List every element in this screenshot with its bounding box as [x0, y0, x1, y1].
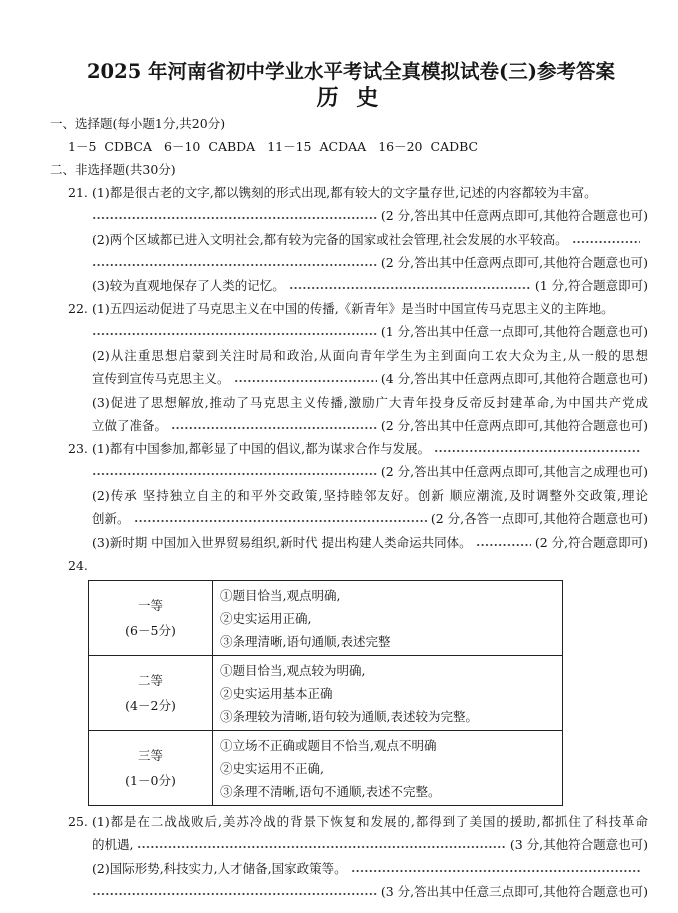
dot-leader	[137, 835, 505, 855]
question-number-25: 25.	[68, 814, 88, 829]
dot-leader	[92, 206, 377, 226]
score-note: (1 分,符合题意即可)	[534, 278, 648, 293]
criterion: ②史实运用基本正确	[220, 685, 333, 701]
answer-range: 16－20	[378, 139, 423, 154]
table-row	[89, 581, 562, 655]
grade-cell	[89, 656, 213, 730]
q22-p2-line1: (2)从注重思想启蒙到关注时局和政治,从面向青年学生为主到面向工农大众为主,从一般的思想	[92, 348, 648, 363]
question-number-22: 22.	[68, 301, 88, 316]
q21-p1-line	[92, 183, 648, 203]
grade-cell	[89, 581, 213, 655]
q22-p1-score-row	[92, 322, 648, 342]
answer-key: CADBC	[430, 139, 479, 154]
grade-cell	[89, 731, 213, 805]
criterion: ①题目恰当,观点较为明确,	[220, 662, 366, 678]
grade-label: 三等	[137, 748, 163, 763]
q21-p2-score-row	[92, 253, 648, 273]
q25-p1-line1: (1)都是在二战战败后,美苏冷战的背景下恢复和发展的,都得到了美国的援助,都抓住了科技革命	[92, 814, 648, 829]
question-number-24: 24.	[68, 558, 88, 573]
criterion: ①题目恰当,观点明确,	[220, 587, 341, 603]
q23-p1-line	[92, 439, 648, 459]
answer-range: 11－15	[267, 139, 312, 154]
answer-key: CDBCA	[104, 139, 153, 154]
table-row	[89, 655, 562, 730]
answer-text: (1)都是很古老的文字,都以镌刻的形式出现,都有较大的文字量存世,记述的内容都较为丰富。	[92, 185, 597, 200]
answer-group	[378, 137, 478, 157]
answer-key: ACDAA	[319, 139, 367, 154]
grade-label: 一等	[137, 598, 163, 613]
q23-p1-score-row	[92, 462, 648, 482]
dot-leader	[476, 533, 531, 553]
answer-group	[164, 137, 255, 157]
q23-p2-line2	[92, 509, 648, 529]
q22-p3-line1: (3)促进了思想解放,推动了马克思主义传播,激励广大青年投身反帝反封建革命,为中国共产党成	[92, 395, 648, 410]
dot-leader	[92, 882, 377, 902]
score-note: (2 分,答出其中任意两点即可,其他符合题意也可)	[380, 255, 648, 270]
criteria-cell	[213, 656, 562, 730]
q25-p1-line2	[92, 835, 648, 855]
answer-text: (3)新时期 中国加入世界贸易组织,新时代 提出构建人类命运共同体。	[92, 535, 472, 550]
q23-p3-line	[92, 533, 648, 553]
answer-group	[68, 137, 152, 157]
score-note: (2 分,答出其中任意两点即可,其他符合题意也可)	[380, 418, 648, 433]
dot-leader	[92, 322, 377, 342]
question-number-21: 21.	[68, 185, 88, 200]
criterion: ①立场不正确或题目不恰当,观点不明确	[220, 737, 437, 753]
answer-text: (2)国际形势,科技实力,人才储备,国家政策等。	[92, 861, 347, 876]
dot-leader	[351, 859, 640, 879]
answer-text: (3)较为直观地保存了人类的记忆。	[92, 278, 285, 293]
q21-p3-line	[92, 276, 648, 296]
answer-text: 立做了准备。	[92, 418, 168, 433]
score-note: (2 分,符合题意即可)	[534, 535, 648, 550]
answer-range: 1－5	[68, 139, 97, 154]
criteria-cell	[213, 581, 562, 655]
grading-table	[88, 580, 563, 806]
q21-p2-line	[92, 230, 648, 250]
grade-range: (1－0分)	[125, 773, 176, 788]
q22-p2-line2	[92, 369, 648, 389]
dot-leader	[234, 369, 377, 389]
score-note: (2 分,答出其中任意两点即可,其他言之成理也可)	[380, 464, 648, 479]
score-note: (2 分,各答一点即可,其他符合题意也可)	[430, 511, 648, 526]
answer-text: 的机遇,	[92, 837, 134, 852]
dot-leader	[171, 416, 377, 436]
criterion: ③条理较为清晰,语句较为通顺,表述较为完整。	[220, 708, 478, 724]
q21-p1-score-row	[92, 206, 648, 226]
section-heading-choice: 一、选择题(每小题1分,共20分)	[50, 116, 226, 131]
answer-key: CABDA	[208, 139, 256, 154]
score-note: (4 分,答出其中任意两点即可,其他符合题意也可)	[380, 371, 648, 386]
criterion: ③条理清晰,语句通顺,表述完整	[220, 633, 391, 649]
answer-text: 宣传到宣传马克思主义。	[92, 371, 230, 386]
score-note: (3 分,其他符合题意也可)	[509, 837, 648, 852]
section-heading-nonchoice: 二、非选择题(共30分)	[50, 162, 176, 177]
criterion: ②史实运用正确,	[220, 610, 312, 626]
score-note: (2 分,答出其中任意两点即可,其他符合题意也可)	[380, 208, 648, 223]
dot-leader	[572, 230, 640, 250]
score-note: (3 分,答出其中任意三点即可,其他符合题意也可)	[380, 884, 648, 899]
dot-leader	[434, 439, 640, 459]
subject-title: 历 史	[316, 85, 384, 111]
grade-label: 二等	[137, 673, 163, 688]
answer-text: (1)都有中国参加,都彰显了中国的倡议,都为谋求合作与发展。	[92, 441, 431, 456]
score-note: (1 分,答出其中任意一点即可,其他符合题意也可)	[380, 324, 648, 339]
grade-range: (4－2分)	[125, 698, 176, 713]
grade-range: (6－5分)	[125, 623, 176, 638]
answer-text: 创新。	[92, 511, 130, 526]
q23-p2-line1: (2)传承 坚持独立自主的和平外交政策,坚持睦邻友好。创新 顺应潮流,及时调整外交政策,理论	[92, 488, 648, 503]
answer-range: 6－10	[164, 139, 201, 154]
q22-p1-line	[92, 299, 648, 319]
dot-leader	[289, 276, 531, 296]
q22-p3-line2	[92, 416, 648, 436]
q25-p2-score-row	[92, 882, 648, 902]
criterion: ②史实运用不正确,	[220, 760, 324, 776]
dot-leader	[134, 509, 427, 529]
table-row	[89, 730, 562, 805]
document-title: 2025 年河南省初中学业水平考试全真模拟试卷(三)参考答案	[86, 60, 615, 83]
choice-answers	[68, 137, 490, 157]
dot-leader	[92, 253, 377, 273]
question-number-23: 23.	[68, 441, 88, 456]
answer-text: (1)五四运动促进了马克思主义在中国的传播,《新青年》是当时中国宣传马克思主义的主阵地。	[92, 301, 614, 316]
answer-group	[267, 137, 366, 157]
answer-text: (2)两个区域都已进入文明社会,都有较为完备的国家或社会管理,社会发展的水平较高。	[92, 232, 568, 247]
criterion: ③条理不清晰,语句不通顺,表述不完整。	[220, 783, 441, 799]
q25-p2-line	[92, 859, 648, 879]
dot-leader	[92, 462, 377, 482]
criteria-cell	[213, 731, 562, 805]
